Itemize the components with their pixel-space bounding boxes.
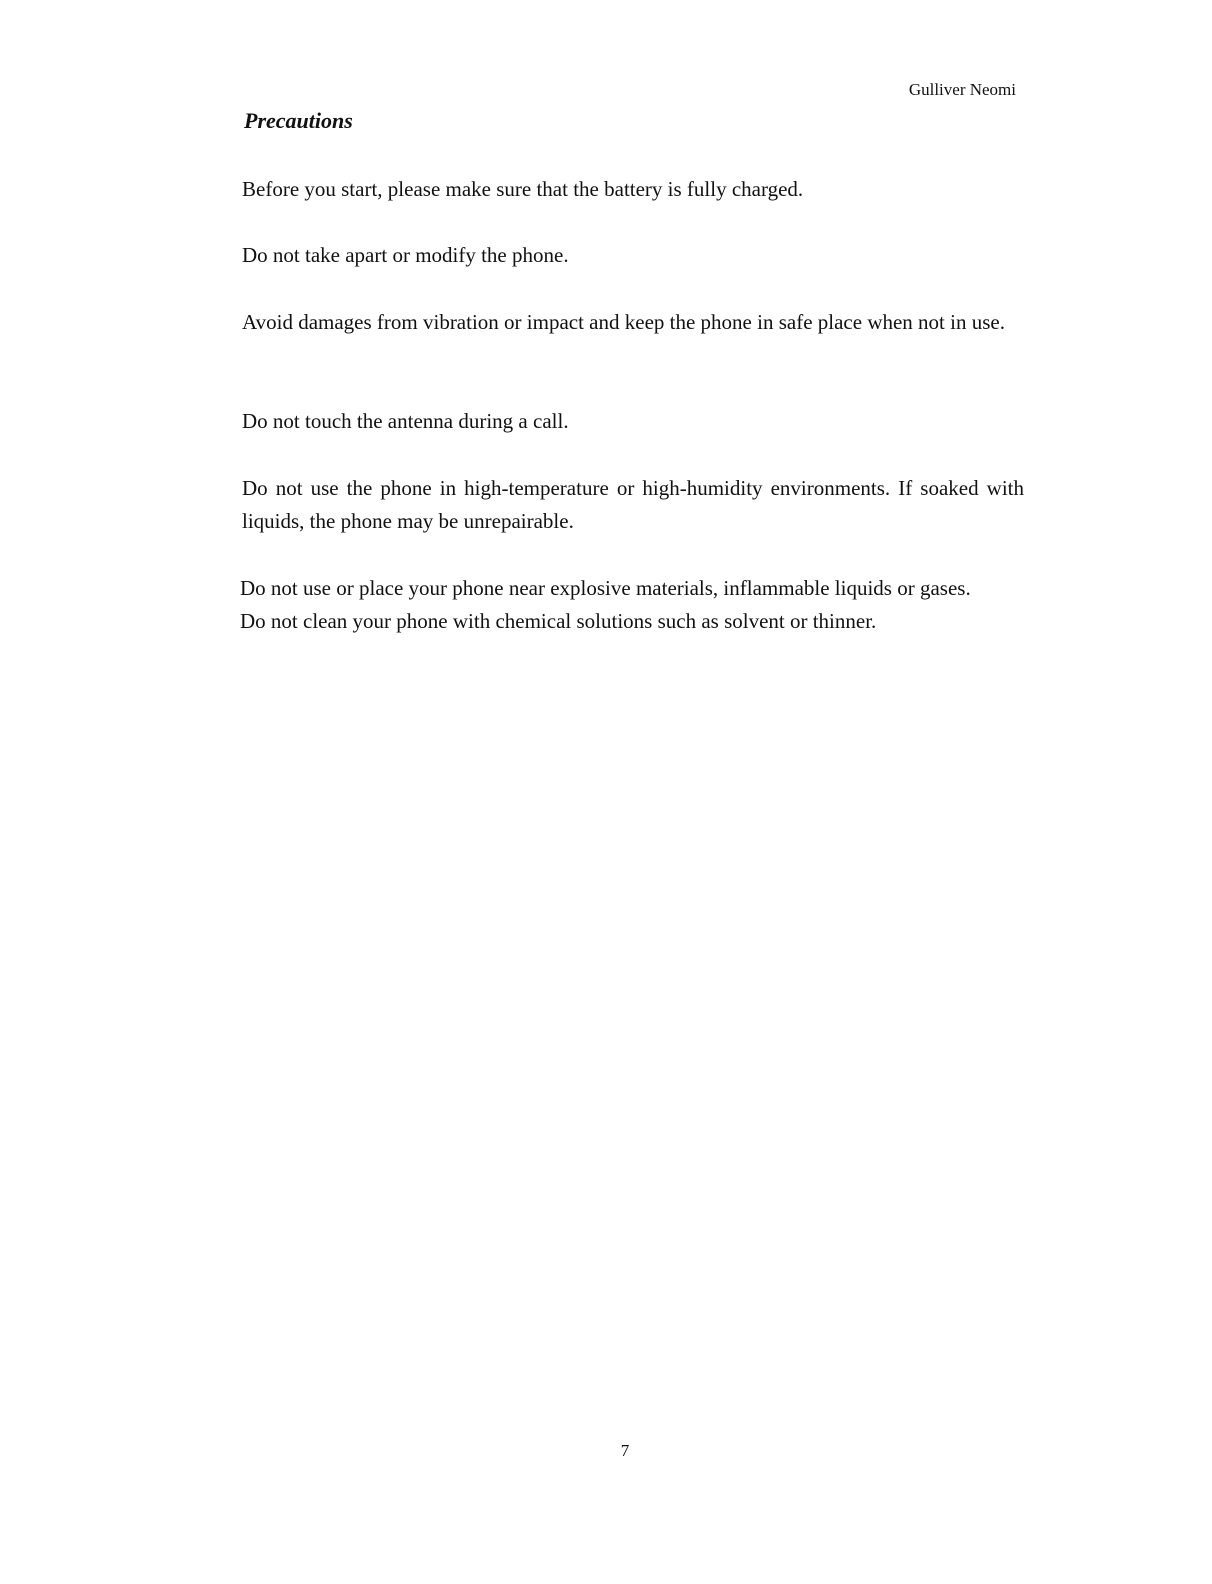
precaution-paragraph: Do not touch the antenna during a call. <box>242 409 569 433</box>
precaution-line: Do not use or place your phone near explosive materials, inflammable liquids or gases. <box>240 576 971 600</box>
precaution-paragraph: Avoid damages from vibration or impact and keep the phone in safe place when not in use. <box>242 310 1005 334</box>
precaution-paragraph: Do not use the phone in high-temperature or high-humidity environments. If soaked with liquids, the phone may be unrepairable. <box>242 476 1024 533</box>
page-title: Precautions <box>244 108 353 133</box>
header-author: Gulliver Neomi <box>908 80 1016 99</box>
page-number: 7 <box>620 1441 630 1460</box>
precaution-paragraph: Before you start, please make sure that the battery is fully charged. <box>242 177 804 201</box>
precaution-paragraph: Do not take apart or modify the phone. <box>242 243 569 267</box>
precaution-paragraph-final <box>240 572 1022 638</box>
precaution-line: Do not clean your phone with chemical solutions such as solvent or thinner. <box>240 609 877 633</box>
